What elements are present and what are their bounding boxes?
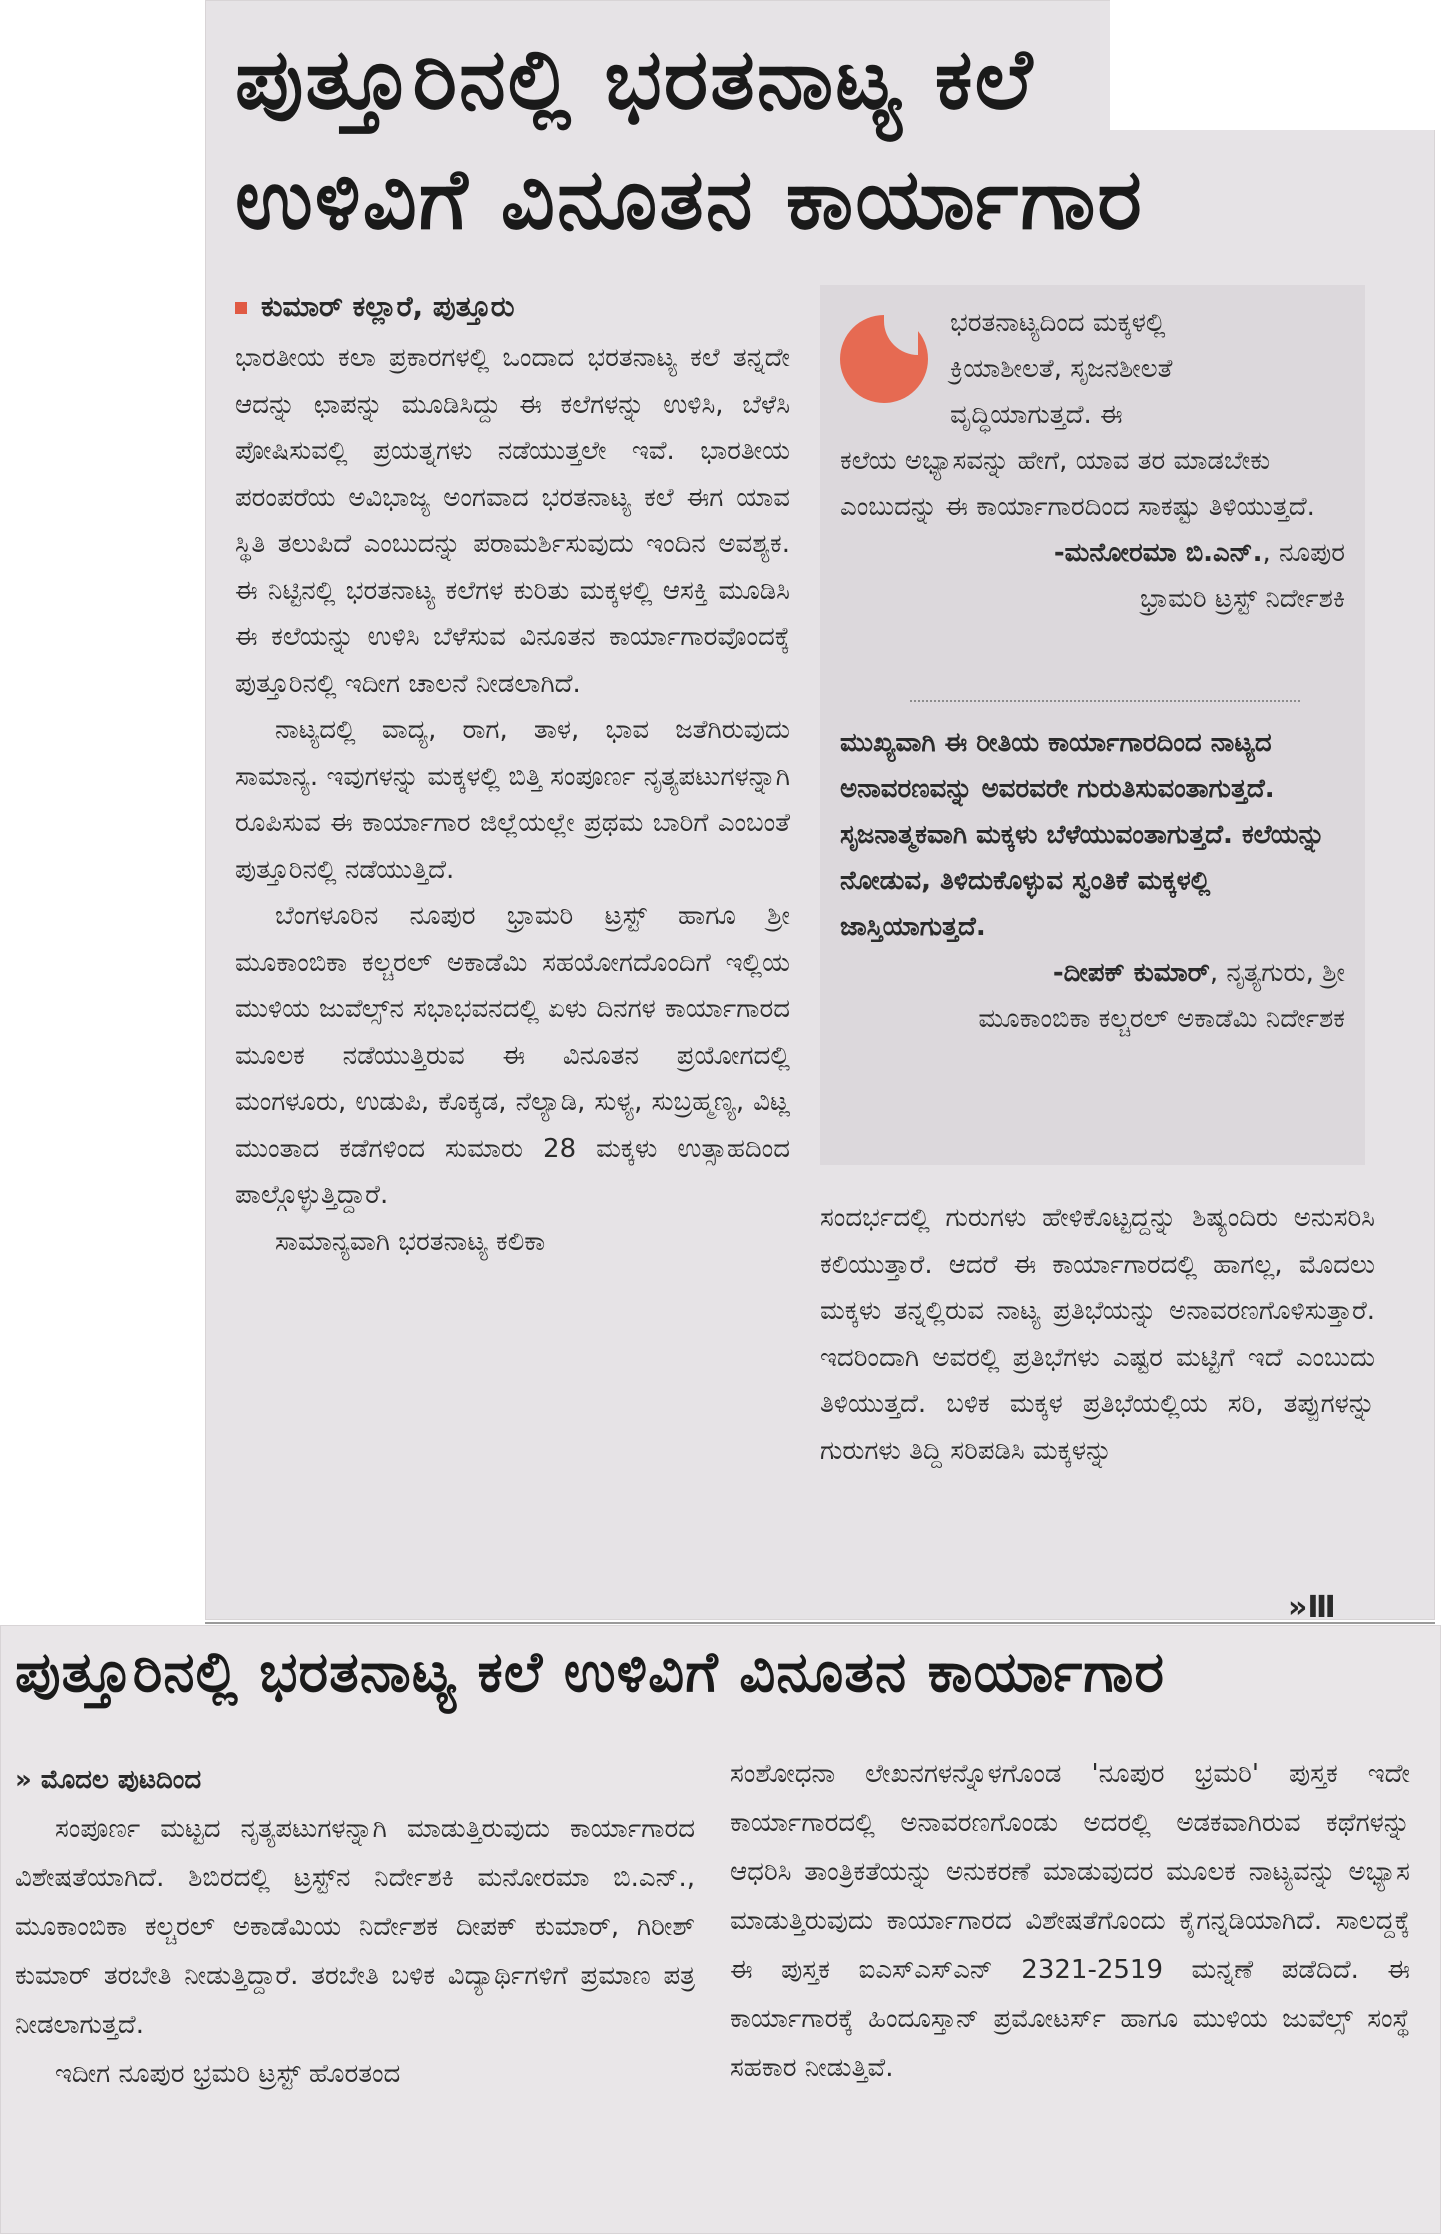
- quote-2: [840, 720, 1345, 1042]
- byline-text: ಕುಮಾರ್ ಕಲ್ಲಾರೆ, ಪುತ್ತೂರು: [261, 290, 515, 323]
- headline-line-2: ಉಳಿವಿಗೆ ವಿನೂತನ ಕಾರ್ಯಾಗಾರ: [235, 150, 1144, 248]
- quote-1-name: -ಮನೋರಮಾ ಬಿ.ಎನ್.: [1053, 538, 1263, 568]
- paragraph: ಇದೀಗ ನೂಪುರ ಭ್ರಮರಿ ಟ್ರಸ್ಟ್ ಹೊರತಂದ: [55, 2059, 401, 2089]
- paragraph: ಸಂಶೋಧನಾ ಲೇಖನಗಳನ್ನೊಳಗೊಂಡ 'ನೂಪುರ ಭ್ರಮರಿ' ಪುಸ್ತಕ ಇದೇ ಕಾರ್ಯಾಗಾರದಲ್ಲಿ ಅನಾವರಣಗೊಂಡು ಅದರಲ್ಲಿ ಅಡಕವಾಗಿರುವ ಕಥೆಗಳನ್ನು ಆಧರಿಸಿ ತಾಂತ್ರಿಕತೆಯನ್ನು ಅನುಕರಣೆ ಮಾಡುವುದರ ಮೂಲಕ ನಾಟ್ಯವನ್ನು ಅಭ್ಯಾಸ ಮಾಡುತ್ತಿರುವುದು ಕಾರ್ಯಾಗಾರದ ವಿಶೇಷತೆಗೊಂದು ಕೈಗನ್ನಡಿಯಾಗಿದೆ. ಸಾಲದ್ದಕ್ಕೆ ಈ ಪುಸ್ತಕ ಐಎಸ್‌ಎಸ್‌ಎನ್ 2321-2519 ಮನ್ನಣೆ ಪಡೆದಿದೆ. ಈ ಕಾರ್ಯಾಗಾರಕ್ಕೆ ಹಿಂದೂಸ್ತಾನ್ ಪ್ರಮೋಟರ್ಸ್ ಹಾಗೂ ಮುಳಿಯ ಜುವೆಲ್ಸ್ ಸಂಸ್ಥೆ ಸಹಕಾರ ನೀಡುತ್ತಿವೆ.: [730, 1759, 1410, 2083]
- continued-marker: »Ⅲ: [1288, 1590, 1336, 1625]
- quote-2-name: -ದೀಪಕ್ ಕುಮಾರ್: [1052, 958, 1210, 988]
- quote-2-role: , ನೃತ್ಯಗುರು, ಶ್ರೀ: [1209, 958, 1345, 988]
- continuation-headline: ಪುತ್ತೂರಿನಲ್ಲಿ ಭರತನಾಟ್ಯ ಕಲೆ ಉಳಿವಿಗೆ ವಿನೂತನ ಕಾರ್ಯಾಗಾರ: [15, 1640, 1165, 1705]
- quote-1: [840, 300, 1345, 622]
- quote-2-body: ಮುಖ್ಯವಾಗಿ ಈ ರೀತಿಯ ಕಾರ್ಯಾಗಾರದಿಂದ ನಾಟ್ಯದ ಅನಾವರಣವನ್ನು ಅವರವರೇ ಗುರುತಿಸುವಂತಾಗುತ್ತದೆ. ಸೃಜನಾತ್ಮಕವಾಗಿ ಮಕ್ಕಳು ಬೆಳೆಯುವಂತಾಗುತ್ತದೆ. ಕಲೆಯನ್ನು ನೋಡುವ, ತಿಳಿದುಕೊಳ್ಳುವ ಸ್ವಂತಿಕೆ ಮಕ್ಕಳಲ್ಲಿ ಜಾಸ್ತಿಯಾಗುತ್ತದೆ.: [840, 728, 1325, 942]
- from-front-page-label: » ಮೊದಲ ಪುಟದಿಂದ: [15, 1765, 202, 1795]
- paragraph: ಬೆಂಗಳೂರಿನ ನೂಪುರ ಭ್ರಾಮರಿ ಟ್ರಸ್ಟ್ ಹಾಗೂ ಶ್ರೀ ಮೂಕಾಂಬಿಕಾ ಕಲ್ಚರಲ್ ಅಕಾಡೆಮಿ ಸಹಯೋಗದೊಂದಿಗೆ ಇಲ್ಲಿಯ ಮುಳಿಯ ಜುವೆಲ್ಸ್‌ನ ಸಭಾಭವನದಲ್ಲಿ ಏಳು ದಿನಗಳ ಕಾರ್ಯಾಗಾರದ ಮೂಲಕ ನಡೆಯುತ್ತಿರುವ ಈ ವಿನೂತನ ಪ್ರಯೋಗದಲ್ಲಿ ಮಂಗಳೂರು, ಉಡುಪಿ, ಕೊಕ್ಕಡ, ನೆಲ್ಯಾಡಿ, ಸುಳ್ಯ, ಸುಬ್ರಹ್ಮಣ್ಯ, ವಿಟ್ಲ ಮುಂತಾದ ಕಡೆಗಳಿಂದ ಸುಮಾರು 28 ಮಕ್ಕಳು ಉತ್ಸಾಹದಿಂದ ಪಾಲ್ಗೊಳ್ಳುತ್ತಿದ್ದಾರೆ.: [235, 901, 790, 1210]
- clipping-notch: [1110, 0, 1440, 130]
- quote-1-line: ಭರತನಾಟ್ಯದಿಂದ ಮಕ್ಕಳಲ್ಲಿ: [950, 308, 1166, 338]
- paragraph: ಸಂಪೂರ್ಣ ಮಟ್ಟದ ನೃತ್ಯಪಟುಗಳನ್ನಾಗಿ ಮಾಡುತ್ತಿರುವುದು ಕಾರ್ಯಾಗಾರದ ವಿಶೇಷತೆಯಾಗಿದೆ. ಶಿಬಿರದಲ್ಲಿ ಟ್ರಸ್ಟ್‌ನ ನಿರ್ದೇಶಕಿ ಮನೋರಮಾ ಬಿ.ಎನ್., ಮೂಕಾಂಬಿಕಾ ಕಲ್ಚರಲ್ ಅಕಾಡೆಮಿಯ ನಿರ್ದೇಶಕ ದೀಪಕ್ ಕುಮಾರ್, ಗಿರೀಶ್ ಕುಮಾರ್ ತರಬೇತಿ ನೀಡುತ್ತಿದ್ದಾರೆ. ತರಬೇತಿ ಬಳಿಕ ವಿದ್ಯಾರ್ಥಿಗಳಿಗೆ ಪ್ರಮಾಣ ಪತ್ರ ನೀಡಲಾಗುತ್ತದೆ.: [15, 1814, 695, 2040]
- paragraph: ನಾಟ್ಯದಲ್ಲಿ ವಾದ್ಯ, ರಾಗ, ತಾಳ, ಭಾವ ಜತೆಗಿರುವುದು ಸಾಮಾನ್ಯ. ಇವುಗಳನ್ನು ಮಕ್ಕಳಲ್ಲಿ ಬಿತ್ತಿ ಸಂಪೂರ್ಣ ನೃತ್ಯಪಟುಗಳನ್ನಾಗಿ ರೂಪಿಸುವ ಈ ಕಾರ್ಯಾಗಾರ ಜಿಲ್ಲೆಯಲ್ಲೇ ಪ್ರಥಮ ಬಾರಿಗೆ ಎಂಬಂತೆ ಪುತ್ತೂರಿನಲ್ಲಿ ನಡೆಯುತ್ತಿದೆ.: [235, 715, 790, 885]
- headline-line-1: ಪುತ್ತೂರಿನಲ್ಲಿ ಭರತನಾಟ್ಯ ಕಲೆ: [235, 30, 1035, 128]
- paragraph: ಭಾರತೀಯ ಕಲಾ ಪ್ರಕಾರಗಳಲ್ಲಿ ಒಂದಾದ ಭರತನಾಟ್ಯ ಕಲೆ ತನ್ನದೇ ಆದನ್ನು ಛಾಪನ್ನು ಮೂಡಿಸಿದ್ದು ಈ ಕಲೆಗಳನ್ನು ಉಳಿಸಿ, ಬೆಳೆಸಿ ಪೋಷಿಸುವಲ್ಲಿ ಪ್ರಯತ್ನಗಳು ನಡೆಯುತ್ತಲೇ ಇವೆ. ಭಾರತೀಯ ಪರಂಪರೆಯ ಅವಿಭಾಜ್ಯ ಅಂಗವಾದ ಭರತನಾಟ್ಯ ಕಲೆ ಈಗ ಯಾವ ಸ್ಥಿತಿ ತಲುಪಿದೆ ಎಂಬುದನ್ನು ಪರಾಮರ್ಶಿಸುವುದು ಇಂದಿನ ಅವಶ್ಯಕ. ಈ ನಿಟ್ಟಿನಲ್ಲಿ ಭರತನಾಟ್ಯ ಕಲೆಗಳ ಕುರಿತು ಮಕ್ಕಳಲ್ಲಿ ಆಸಕ್ತಿ ಮೂಡಿಸಿ ಈ ಕಲೆಯನ್ನು ಉಳಿಸಿ ಬೆಳೆಸುವ ವಿನೂತನ ಕಾರ್ಯಾಗಾರವೊಂದಕ್ಕೆ ಪುತ್ತೂರಿನಲ್ಲಿ ಇದೀಗ ಚಾಲನೆ ನೀಡಲಾಗಿದೆ.: [235, 343, 790, 699]
- top-right-column: [820, 1195, 1375, 1474]
- quote-1-attribution: [840, 530, 1345, 576]
- bottom-left-column: [15, 1805, 695, 2099]
- quote-1-role-line: ಭ್ರಾಮರಿ ಟ್ರಸ್ಟ್ ನಿರ್ದೇಶಕಿ: [1140, 584, 1345, 614]
- quote-divider: [910, 700, 1300, 702]
- section-divider: [205, 1622, 1435, 1624]
- paragraph: ಸಂದರ್ಭದಲ್ಲಿ ಗುರುಗಳು ಹೇಳಿಕೊಟ್ಟದ್ದನ್ನು ಶಿಷ್ಯಂದಿರು ಅನುಸರಿಸಿ ಕಲಿಯುತ್ತಾರೆ. ಆದರೆ ಈ ಕಾರ್ಯಾಗಾರದಲ್ಲಿ ಹಾಗಲ್ಲ, ಮೊದಲು ಮಕ್ಕಳು ತನ್ನಲ್ಲಿರುವ ನಾಟ್ಯ ಪ್ರತಿಭೆಯನ್ನು ಅನಾವರಣಗೊಳಿಸುತ್ತಾರೆ. ಇದರಿಂದಾಗಿ ಅವರಲ್ಲಿ ಪ್ರತಿಭೆಗಳು ಎಷ್ಟರ ಮಟ್ಟಿಗೆ ಇದೆ ಎಂಬುದು ತಿಳಿಯುತ್ತದೆ. ಬಳಿಕ ಮಕ್ಕಳ ಪ್ರತಿಭೆಯಲ್ಲಿಯ ಸರಿ, ತಪ್ಪುಗಳನ್ನು ಗುರುಗಳು ತಿದ್ದಿ ಸರಿಪಡಿಸಿ ಮಕ್ಕಳನ್ನು: [820, 1203, 1375, 1466]
- quote-1-body: ಕಲೆಯ ಅಭ್ಯಾಸವನ್ನು ಹೇಗೆ, ಯಾವ ತರ ಮಾಡಬೇಕು ಎಂಬುದನ್ನು ಈ ಕಾರ್ಯಾಗಾರದಿಂದ ಸಾಕಷ್ಟು ತಿಳಿಯುತ್ತದೆ.: [840, 446, 1315, 522]
- quote-1-line: ಕ್ರಿಯಾಶೀಲತೆ, ಸೃಜನಶೀಲತೆ: [950, 354, 1173, 384]
- quote-2-attribution: [840, 950, 1345, 996]
- paragraph: ಸಾಮಾನ್ಯವಾಗಿ ಭರತನಾಟ್ಯ ಕಲಿಕಾ: [275, 1226, 546, 1257]
- quote-1-role: , ನೂಪುರ: [1262, 538, 1345, 568]
- top-left-column: [235, 335, 790, 1265]
- byline: [235, 290, 515, 324]
- byline-bullet-icon: [235, 302, 247, 314]
- quote-1-line: ವೃದ್ಧಿಯಾಗುತ್ತದೆ. ಈ: [950, 400, 1123, 430]
- quote-2-role-line: ಮೂಕಾಂಬಿಕಾ ಕಲ್ಚರಲ್ ಅಕಾಡೆಮಿ ನಿರ್ದೇಶಕ: [978, 1004, 1345, 1034]
- bottom-right-column: [730, 1750, 1410, 2093]
